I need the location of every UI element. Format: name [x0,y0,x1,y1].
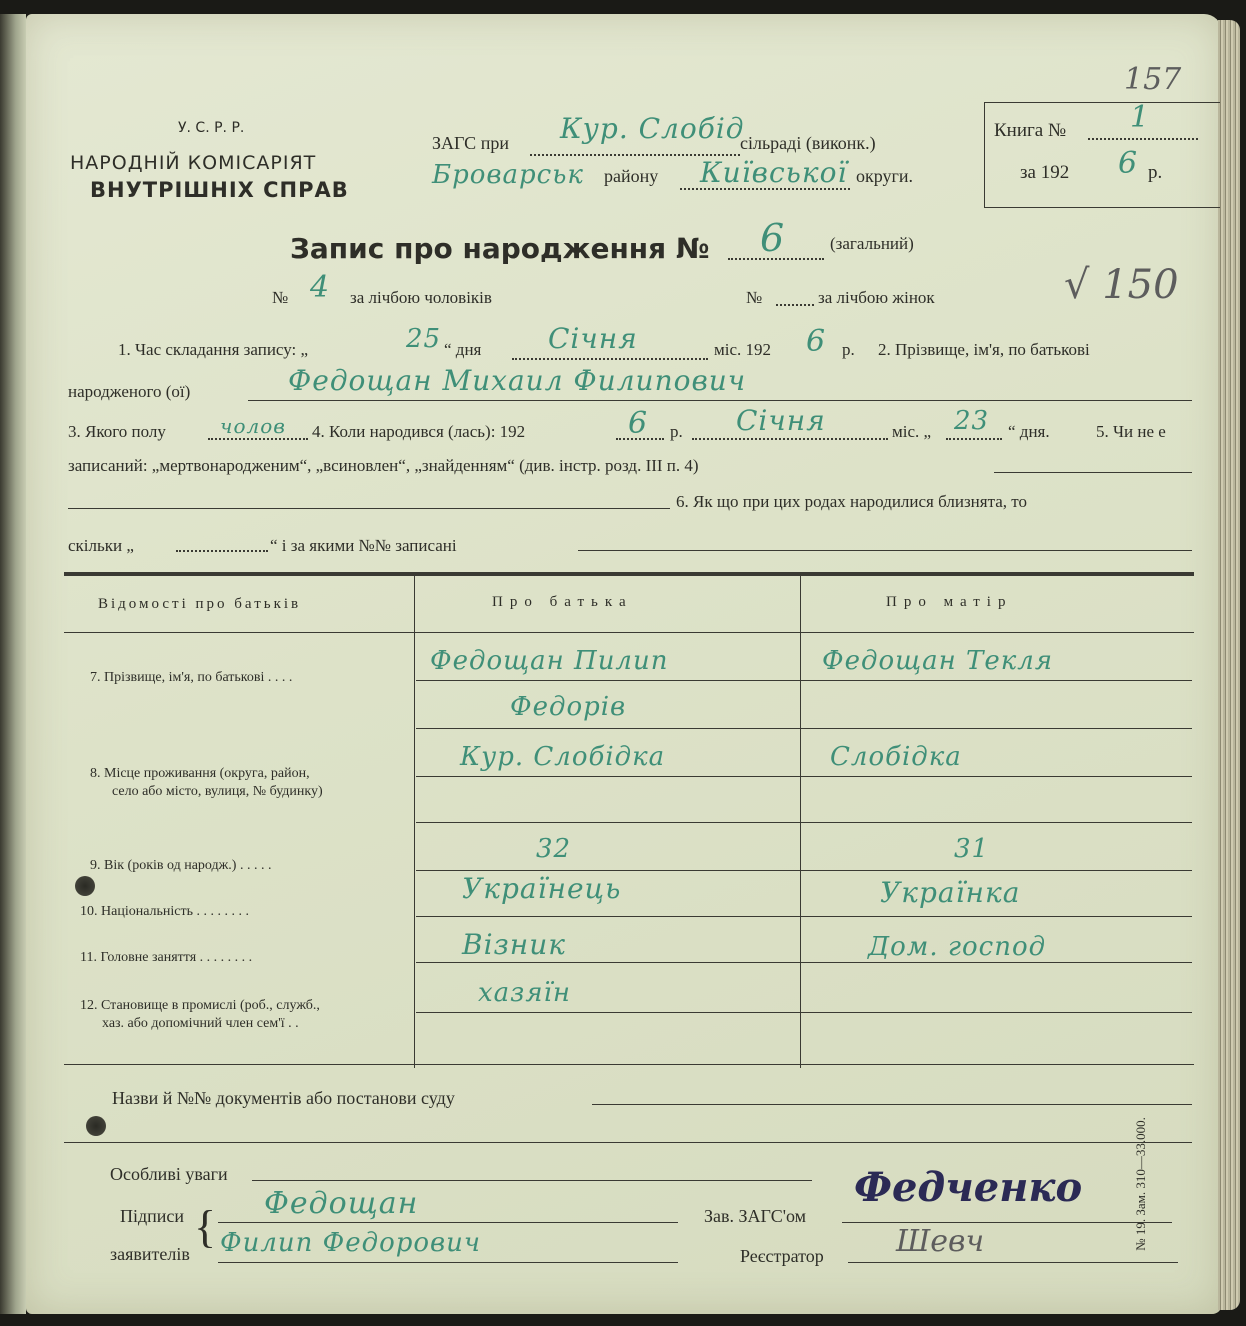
registrar-signature: Шевч [896,1224,985,1259]
book-box [984,102,1220,208]
zags-village-suffix: сільраді (виконк.) [740,133,876,153]
zags-district-suffix: району [604,166,659,186]
birth-year: 6 [628,406,649,441]
men-count-label: за лічбою чоловіків [350,288,492,307]
record-title: Запис про народження № [290,232,710,265]
row12-label: 12. Становище в промислі (роб., служб., [80,998,320,1013]
registrar-label: Реєстратор [740,1246,824,1266]
zags-village: Кур. Слобід [560,112,745,145]
zags-district: Броварськ [432,160,584,190]
field1-day: 25 [406,324,442,354]
zags-okrug-suffix: округи. [856,166,914,186]
record-number: 6 [760,216,786,260]
field6-label2a: скільки „ [68,536,134,555]
applicant-signature2: Филип Федорович [220,1228,482,1258]
field5-label: 5. Чи не е [1096,422,1166,441]
book-year-suffix: р. [1148,162,1163,183]
row8-label: 8. Місце проживання (округа, район, [90,766,310,781]
father-residence: Кур. Слобідка [460,742,666,772]
commissariat-line2: ВНУТРІШНІХ СПРАВ [90,178,349,202]
zags-okrug: Київської [700,156,848,189]
row9-label: 9. Вік (років од народж.) . . . . . [90,858,272,873]
birth-month-suffix: міс. „ [892,422,932,441]
field2-label: 2. Прізвище, ім'я, по батькові [878,340,1090,359]
parents-table [64,570,1194,1070]
row10-label: 10. Національність . . . . . . . . [80,904,250,919]
field1-month: Січня [548,322,638,355]
signatures-label2: заявителів [110,1244,190,1264]
signatures-brace: { [194,1201,217,1252]
table-header-mother: Про матір [886,594,1013,610]
punch-hole-bottom [86,1116,106,1136]
row7-label: 7. Прізвище, ім'я, по батькові . . . . [90,670,293,685]
child-full-name: Федощан Михаил Филипович [288,364,747,397]
table-header-father: Про батька [492,594,633,610]
father-status: хазяїн [478,978,572,1008]
book-number: 1 [1130,100,1151,135]
notes-label: Особливі уваги [110,1164,228,1184]
head-label: Зав. ЗАГС'ом [704,1206,806,1226]
birth-month: Січня [736,404,826,437]
row12-label2: хаз. або допомічний член сем'ї . . [102,1016,299,1031]
mother-occupation: Дом. господ [868,932,1047,962]
field1-month-suffix: міс. 192 [714,340,772,359]
field1-year: 6 [806,324,827,359]
side-mark: √ 150 [1064,262,1179,308]
table-header-info: Відомості про батьків [98,596,302,612]
field6-label: 6. Як що при цих родах народилися близнята, то [676,492,1027,511]
father-age: 32 [536,834,572,864]
child-sex: чолов [220,414,286,438]
row11-label: 11. Головне заняття . . . . . . . . [80,950,253,965]
father-name: Федощан Пилип [430,646,669,676]
documents-label: Назви й №№ документів або постанови суду [112,1088,455,1108]
mother-name: Федощан Текля [822,646,1054,676]
men-count-number: 4 [310,270,331,305]
field3-label: 3. Якого полу [68,422,166,441]
field4-label: 4. Коли народився (лась): 192 [312,422,526,441]
page-number: 157 [1124,62,1182,97]
birth-year-suffix: р. [670,422,683,441]
binding-edge [0,14,26,1314]
father-nationality: Українець [462,872,622,905]
signatures-label1: Підписи [120,1206,185,1226]
book-label: Книга № [994,120,1067,141]
mother-residence: Слобідка [830,742,962,772]
women-count-label: за лічбою жінок [818,288,935,307]
women-count-prefix: № [746,288,763,307]
father-occupation: Візник [462,928,566,961]
head-signature: Федченко [854,1164,1083,1211]
field6-label2b: “ і за якими №№ записані [270,536,457,555]
field5-label2: записаний: „мертвонародженим“, „всиновлен“, „знайденням“ (див. інстр. розд. III п. 4) [68,456,699,475]
field2-label2: народженого (ої) [68,382,191,401]
field1-day-suffix: “ дня [444,340,482,359]
commissariat-line1: НАРОДНІЙ КОМІСАРІЯТ [70,152,317,174]
birth-day: 23 [954,406,990,436]
birth-day-suffix: “ дня. [1008,422,1050,441]
book-year: 6 [1118,146,1139,181]
men-count-prefix: № [272,288,289,307]
field1-year-suffix: р. [842,340,855,359]
zags-prefix: ЗАГС при [432,133,509,153]
book-year-label: за 192 [1020,162,1070,183]
row8-label2: село або місто, вулиця, № будинку) [112,784,323,799]
print-code: № 19. Зам. 310—33.000. [1132,1117,1148,1251]
mother-nationality: Українка [880,876,1021,909]
ussr-label: У. С. Р. Р. [178,120,245,136]
page-stack-edge [1218,20,1240,1310]
father-name-line2: Федорів [510,692,627,722]
field1-label: 1. Час складання запису: „ [118,340,309,359]
record-title-suffix: (загальний) [830,234,914,253]
applicant-signature1: Федощан [264,1186,419,1221]
mother-age: 31 [954,834,990,864]
